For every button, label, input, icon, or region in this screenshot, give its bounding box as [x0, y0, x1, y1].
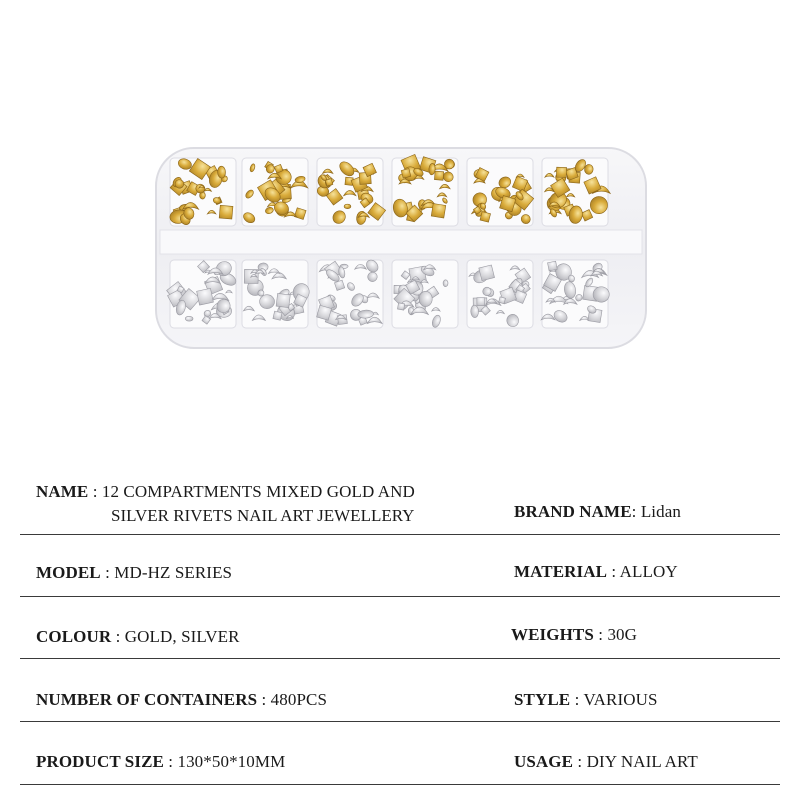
- spec-colour-value: GOLD, SILVER: [124, 627, 240, 646]
- silver-rivet: [443, 280, 448, 287]
- gold-rivet: [217, 166, 225, 178]
- spec-usage: USAGE : DIY NAIL ART: [514, 752, 698, 771]
- spec-colour: COLOUR : GOLD, SILVER: [36, 627, 240, 646]
- spec-colour-label: COLOUR: [36, 627, 112, 646]
- spec-model-value: MD-HZ SERIES: [114, 563, 233, 582]
- spec-weights-value: 30G: [607, 625, 638, 644]
- spec-weights: WEIGHTS : 30G: [511, 625, 638, 644]
- spec-name-value: 12 COMPARTMENTS MIXED GOLD AND: [101, 482, 415, 501]
- spec-style: STYLE : VARIOUS: [514, 690, 658, 709]
- spec-containers-label: NUMBER OF CONTAINERS: [36, 690, 258, 709]
- spec-name-value-line2: SILVER RIVETS NAIL ART JEWELLERY: [111, 506, 415, 525]
- divider: [20, 596, 780, 597]
- spec-usage-label: USAGE: [514, 752, 574, 771]
- spec-model: MODEL : MD-HZ SERIES: [36, 563, 233, 582]
- nail-art-case: [156, 148, 646, 348]
- spec-usage-value: DIY NAIL ART: [586, 752, 698, 771]
- spec-model-label: MODEL: [36, 563, 101, 582]
- divider: [20, 784, 780, 785]
- divider: [20, 658, 780, 659]
- spec-style-label: STYLE: [514, 690, 571, 709]
- spec-style-value: VARIOUS: [583, 690, 658, 709]
- spec-name-label: NAME: [36, 482, 89, 501]
- gold-rivet: [344, 204, 351, 209]
- spec-material-value: ALLOY: [619, 562, 678, 581]
- spec-containers: NUMBER OF CONTAINERS : 480PCS: [36, 690, 328, 709]
- spec-brand: BRAND NAME: Lidan: [514, 502, 681, 521]
- spec-brand-value: Lidan: [640, 502, 681, 521]
- spec-name: NAME : 12 COMPARTMENTS MIXED GOLD AND: [36, 482, 415, 501]
- spec-size-label: PRODUCT SIZE: [36, 752, 164, 771]
- spec-material-label: MATERIAL: [514, 562, 608, 581]
- spec-weights-label: WEIGHTS: [511, 625, 594, 644]
- silver-rivet: [593, 287, 609, 303]
- spec-material: MATERIAL : ALLOY: [514, 562, 678, 581]
- silver-rivet: [419, 291, 432, 306]
- divider: [20, 534, 780, 535]
- spec-brand-label: BRAND NAME: [514, 502, 632, 521]
- spec-size: PRODUCT SIZE : 130*50*10MM: [36, 752, 286, 771]
- spec-size-value: 130*50*10MM: [177, 752, 286, 771]
- divider: [20, 721, 780, 722]
- silver-rivet: [185, 316, 193, 321]
- silver-rivet: [471, 305, 479, 318]
- gold-rivet: [444, 159, 454, 169]
- spec-containers-value: 480PCS: [270, 690, 328, 709]
